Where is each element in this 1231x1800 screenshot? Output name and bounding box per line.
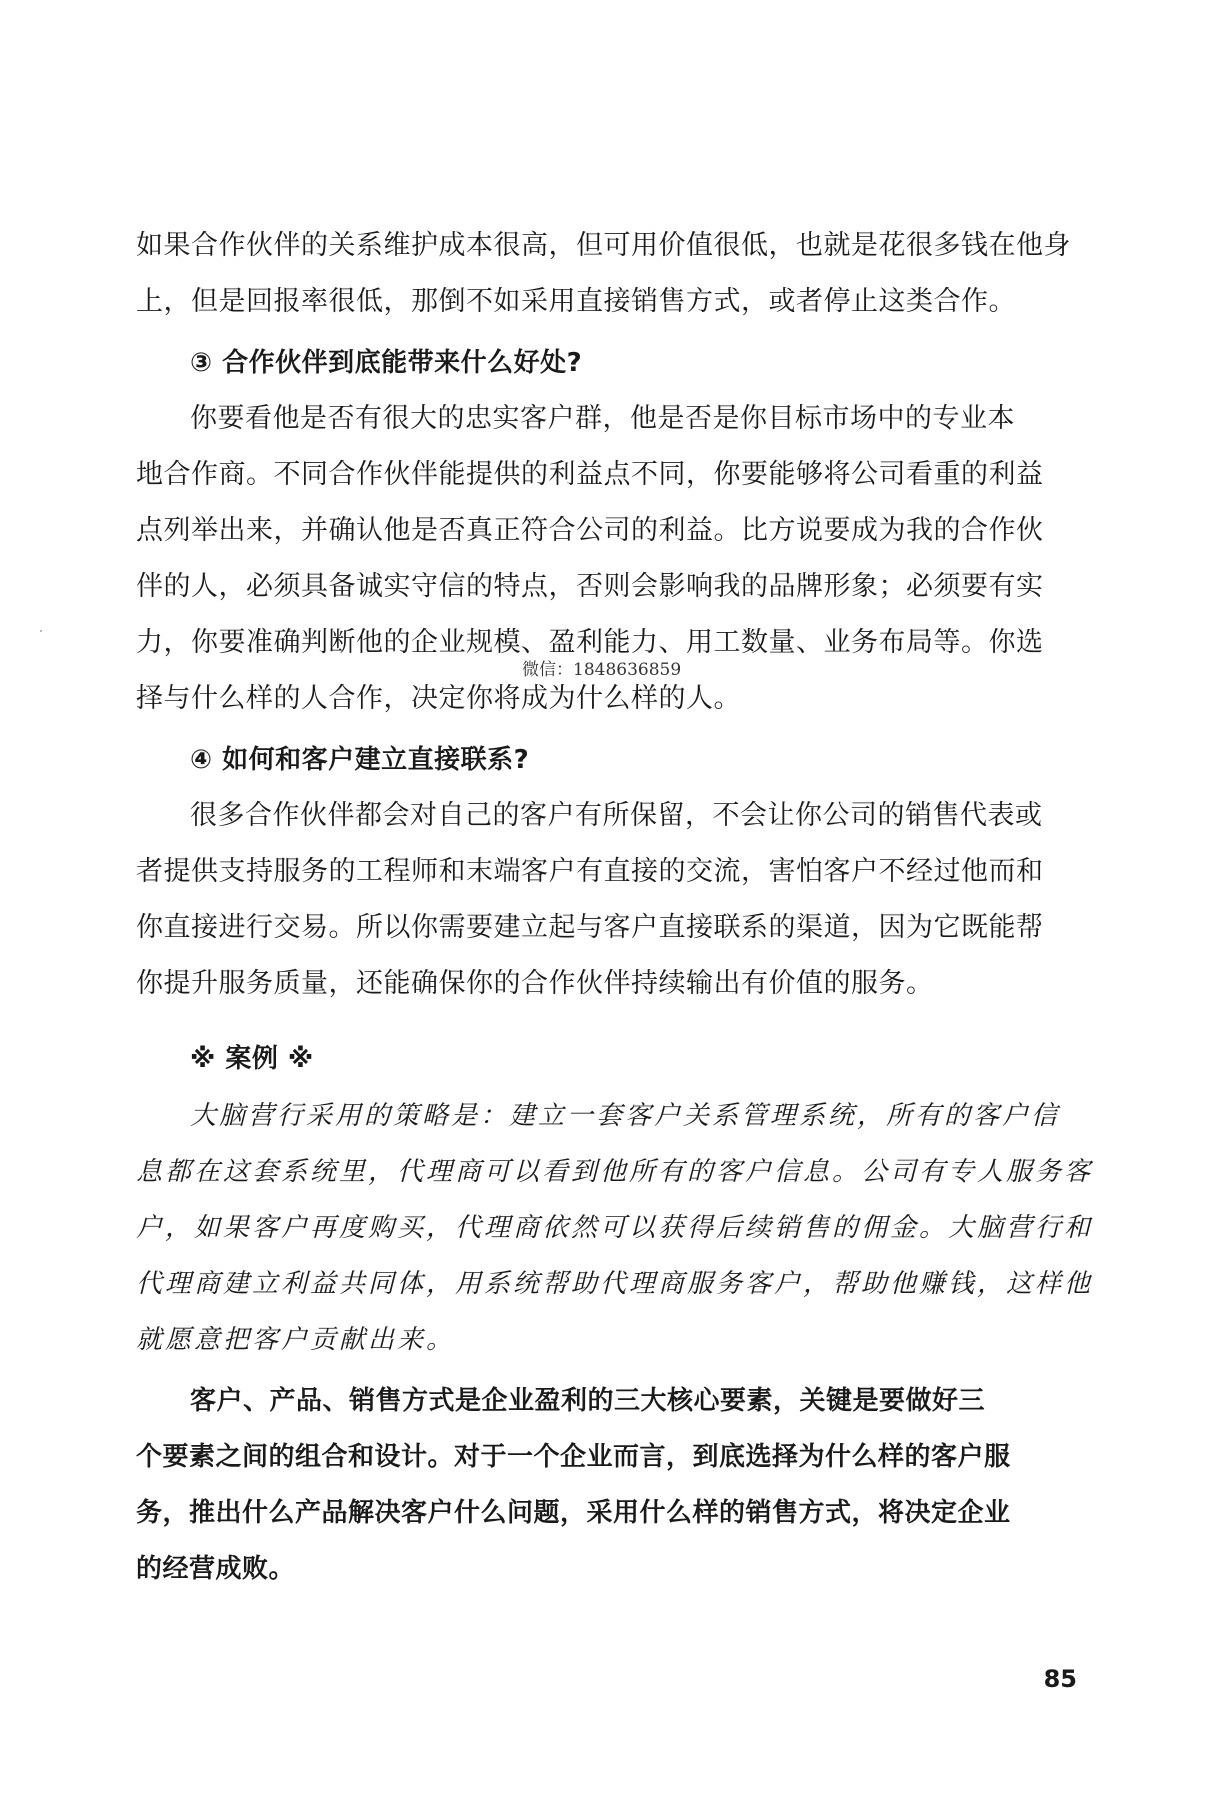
paragraph-2-line-6: 择与什么样的人合作，决定你将成为什么样的人。 xyxy=(136,683,741,714)
paragraph-3-line-3: 你直接进行交易。所以你需要建立起与客户直接联系的渠道，因为它既能帮 xyxy=(136,912,1044,943)
paragraph-3-line-4: 你提升服务质量，还能确保你的合作伙伴持续输出有价值的服务。 xyxy=(136,968,934,999)
summary-line-4: 的经营成败。 xyxy=(136,1554,296,1584)
paragraph-2-line-2: 地合作商。不同合作伙伴能提供的利益点不同，你要能够将公司看重的利益 xyxy=(136,459,1044,490)
case-text-line-1: 大脑营行采用的策略是：建立一套客户关系管理系统，所有的客户信 xyxy=(190,1101,1061,1131)
case-heading: ※ 案例 ※ xyxy=(190,1044,314,1074)
case-text-line-3: 户，如果客户再度购买，代理商依然可以获得后续销售的佣金。大脑营行和 xyxy=(136,1213,1094,1243)
scan-speck xyxy=(40,630,42,632)
paragraph-3-line-2: 者提供支持服务的工程师和末端客户有直接的交流，害怕客户不经过他而和 xyxy=(136,856,1044,887)
case-text-line-2: 息都在这套系统里，代理商可以看到他所有的客户信息。公司有专人服务客 xyxy=(136,1157,1094,1187)
summary-line-3: 务，推出什么产品解决客户什么问题，采用什么样的销售方式，将决定企业 xyxy=(136,1498,1011,1528)
paragraph-1-line-1: 如果合作伙伴的关系维护成本很高，但可用价值很低，也就是花很多钱在他身 xyxy=(136,230,1071,261)
paragraph-2-line-1: 你要看他是否有很大的忠实客户群，他是否是你目标市场中的专业本 xyxy=(190,403,1015,434)
case-text-line-5: 就愿意把客户贡献出来。 xyxy=(136,1325,456,1355)
wechat-watermark: 微信：1848636859 xyxy=(522,660,682,680)
page-number: 85 xyxy=(1043,1665,1077,1693)
summary-line-1: 客户、产品、销售方式是企业盈利的三大核心要素，关键是要做好三 xyxy=(190,1386,986,1416)
paragraph-3-line-1: 很多合作伙伴都会对自己的客户有所保留，不会让你公司的销售代表或 xyxy=(190,800,1043,831)
section-heading-4: ④ 如何和客户建立直接联系? xyxy=(190,745,530,775)
section-heading-3: ③ 合作伙伴到底能带来什么好处? xyxy=(190,348,583,378)
paragraph-2-line-5: 力，你要准确判断他的企业规模、盈利能力、用工数量、业务布局等。你选 xyxy=(136,627,1044,658)
paragraph-2-line-3: 点列举出来，并确认他是否真正符合公司的利益。比方说要成为我的合作伙 xyxy=(136,515,1044,546)
summary-line-2: 个要素之间的组合和设计。对于一个企业而言，到底选择为什么样的客户服 xyxy=(136,1442,1011,1472)
case-text-line-4: 代理商建立利益共同体，用系统帮助代理商服务客户，帮助他赚钱，这样他 xyxy=(136,1269,1094,1299)
paragraph-1-line-2: 上，但是回报率很低，那倒不如采用直接销售方式，或者停止这类合作。 xyxy=(136,286,1016,317)
paragraph-2-line-4: 伴的人，必须具备诚实守信的特点，否则会影响我的品牌形象；必须要有实 xyxy=(136,571,1044,602)
